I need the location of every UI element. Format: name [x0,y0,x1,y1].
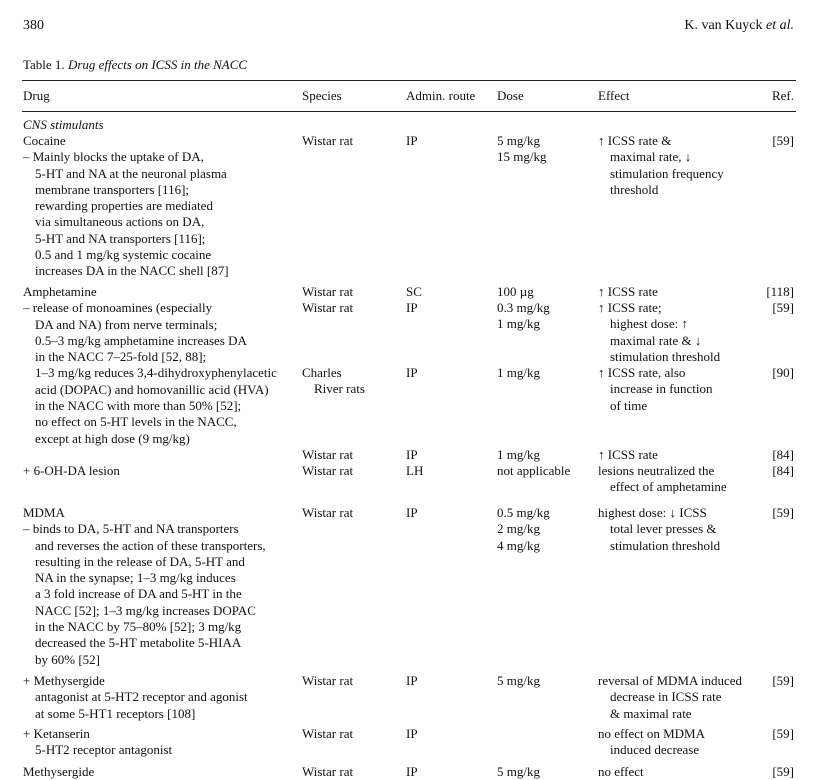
drug-note-line: DA and NA) from nerve terminals; [35,316,218,332]
drug-note-line: by 60% [52] [35,651,100,667]
header-dose: Dose [497,88,524,103]
drug-note-line: in the NACC 7–25-fold [52, 88]; [35,349,207,365]
route-cell: IP [406,133,418,148]
effect-line: ↑ ICSS rate; [598,300,662,315]
species-cell: Wistar rat [302,505,354,520]
effect-cell [598,726,705,759]
effect-cell: ↑ ICSS rate [598,447,658,462]
effect-line: total lever presses & [610,521,717,537]
species-cell: Wistar rat [302,673,354,688]
table-top-rule [22,80,796,81]
route-cell: IP [406,673,418,688]
table-header-rule [22,111,796,112]
species-cell: Wistar rat [302,463,354,478]
header-effect: Effect [598,88,630,103]
ref-cell: [84] [772,463,794,478]
drug-note-line: membrane transporters [116]; [35,181,190,197]
effect-line: ↑ ICSS rate, also [598,365,686,380]
route-cell: SC [406,284,422,299]
effect-line: threshold [610,181,659,197]
ref-cell: [59] [772,505,794,520]
drug-note-line: at some 5-HT1 receptors [108] [35,705,196,721]
species-line: Charles [302,365,342,380]
drug-name: Cocaine [23,133,66,148]
drug-note-line: NACC [52]; 1–3 mg/kg increases DOPAC [35,602,256,618]
dose-line: 2 mg/kg [497,521,540,537]
drug-note-line: 5-HT and NA at the neuronal plasma [35,165,227,181]
drug-name: Amphetamine [23,284,97,299]
drug-note-line: and reverses the action of these transporters, [35,537,266,553]
table-caption-title: Drug effects on ICSS in the NACC [67,57,248,72]
drug-note-line: 5-HT2 receptor antagonist [35,742,173,758]
ref-cell: [118] [766,284,794,299]
header-route: Admin. route [406,88,476,103]
drug-note-line: decreased the 5-HT metabolite 5-HIAA [35,635,242,651]
effect-line: of time [610,397,648,413]
effect-line: stimulation frequency [610,165,724,181]
species-line: River rats [314,381,365,397]
route-cell: IP [406,447,418,462]
dose-cell [497,505,550,554]
drug-note-line: – binds to DA, 5-HT and NA transporters [23,521,239,537]
drug-name: + Methysergide [23,673,105,688]
ref-cell: [84] [772,447,794,462]
effect-cell [598,133,724,198]
drug-note-line: 0.5 and 1 mg/kg systemic cocaine [35,247,212,263]
drug-note-line: except at high dose (9 mg/kg) [35,430,190,446]
effect-cell [598,463,727,496]
dose-line: 0.5 mg/kg [497,505,550,520]
page-number: 380 [23,18,44,33]
effect-line: reversal of MDMA induced [598,673,743,688]
drug-cell [23,726,172,759]
dose-cell: 5 mg/kg [497,764,540,779]
ref-cell: [59] [772,300,794,315]
effect-line: induced decrease [610,742,700,758]
effect-line: ↑ ICSS rate & [598,133,672,148]
effect-cell [598,365,713,414]
drug-note-line: via simultaneous actions on DA, [35,214,205,230]
ref-cell: [59] [772,726,794,741]
effect-line: stimulation threshold [610,537,721,553]
drug-note-line: rewarding properties are mediated [35,198,213,214]
effect-line: maximal rate, ↓ [610,149,692,165]
effect-cell: ↑ ICSS rate [598,284,658,299]
effect-line: highest dose: ↑ [610,316,688,332]
dose-line: 5 mg/kg [497,133,540,148]
effect-cell [598,505,720,554]
drug-cell [23,284,277,447]
effect-line: no effect on MDMA [598,726,705,741]
dose-line: 15 mg/kg [497,149,547,165]
drug-cell: + 6-OH-DA lesion [23,463,120,478]
ref-cell: [59] [772,673,794,688]
effect-line: increase in function [610,381,713,397]
drug-cell [23,133,229,280]
route-cell: IP [406,726,418,741]
section-heading: CNS stimulants [23,117,104,132]
dose-cell: 1 mg/kg [497,447,540,462]
dose-cell [497,300,550,333]
drug-note-line: antagonist at 5-HT2 receptor and agonist [35,689,248,705]
drug-note-line: 0.5–3 mg/kg amphetamine increases DA [35,332,247,348]
dose-line: 0.3 mg/kg [497,300,550,315]
table-caption-label: Table 1. [23,57,65,72]
effect-line: stimulation threshold [610,348,721,364]
effect-cell [598,673,742,722]
effect-line: maximal rate & ↓ [610,332,702,348]
dose-cell: 1 mg/kg [497,365,540,380]
drug-note-line: acid (DOPAC) and homovanillic acid (HVA) [35,381,269,397]
ref-cell: [59] [772,764,794,779]
drug-note-line: in the NACC with more than 50% [52]; [35,398,242,414]
effect-cell [598,300,720,365]
drug-cell [23,505,266,668]
drug-name: MDMA [23,505,65,520]
species-cell: Wistar rat [302,284,354,299]
effect-line: lesions neutralized the [598,463,715,478]
drug-note-line: NA in the synapse; 1–3 mg/kg induces [35,570,236,586]
effect-cell: no effect [598,764,644,779]
running-head [684,18,794,34]
drug-note-line: resulting in the release of DA, 5-HT and [35,553,245,569]
species-cell [302,365,365,398]
route-cell: IP [406,764,418,779]
ref-cell: [90] [772,365,794,380]
drug-note-line: no effect on 5-HT levels in the NACC, [35,414,237,430]
effect-line: decrease in ICSS rate [610,689,722,705]
species-cell: Wistar rat [302,300,354,315]
drug-note-line: 1–3 mg/kg reduces 3,4-dihydroxyphenylacetic [35,365,277,381]
header-species: Species [302,88,342,103]
dose-line: 4 mg/kg [497,537,540,553]
drug-note-line: – Mainly blocks the uptake of DA, [23,149,204,165]
drug-name: + Ketanserin [23,726,90,741]
route-cell: IP [406,300,418,315]
species-cell: Wistar rat [302,726,354,741]
route-cell: IP [406,365,418,380]
species-cell: Wistar rat [302,447,354,462]
drug-note-line: a 3 fold increase of DA and 5-HT in the [35,586,242,602]
ref-cell: [59] [772,133,794,148]
route-cell: IP [406,505,418,520]
dose-line: 1 mg/kg [497,316,540,332]
drug-note-line: in the NACC by 75–80% [52]; 3 mg/kg [35,619,242,635]
dose-cell [497,133,546,166]
dose-cell: 100 µg [497,284,534,299]
drug-cell: Methysergide [23,764,95,779]
effect-line: & maximal rate [610,705,692,721]
species-cell: Wistar rat [302,764,354,779]
dose-cell: 5 mg/kg [497,673,540,688]
drug-note-line: – release of monoamines (especially [23,300,213,316]
effect-line: effect of amphetamine [610,479,727,495]
header-drug: Drug [23,88,50,103]
species-cell: Wistar rat [302,133,354,148]
table-caption [23,57,247,73]
effect-line: highest dose: ↓ ICSS [598,505,707,520]
header-ref: Ref. [771,88,794,103]
drug-cell [23,673,248,722]
drug-note-line: 5-HT and NA transporters [116]; [35,230,206,246]
dose-cell: not applicable [497,463,571,478]
drug-note-line: increases DA in the NACC shell [87] [35,263,229,279]
running-head-authors: K. van Kuyck [684,18,763,33]
running-head-etal: et al. [766,18,794,33]
route-cell: LH [406,463,424,478]
